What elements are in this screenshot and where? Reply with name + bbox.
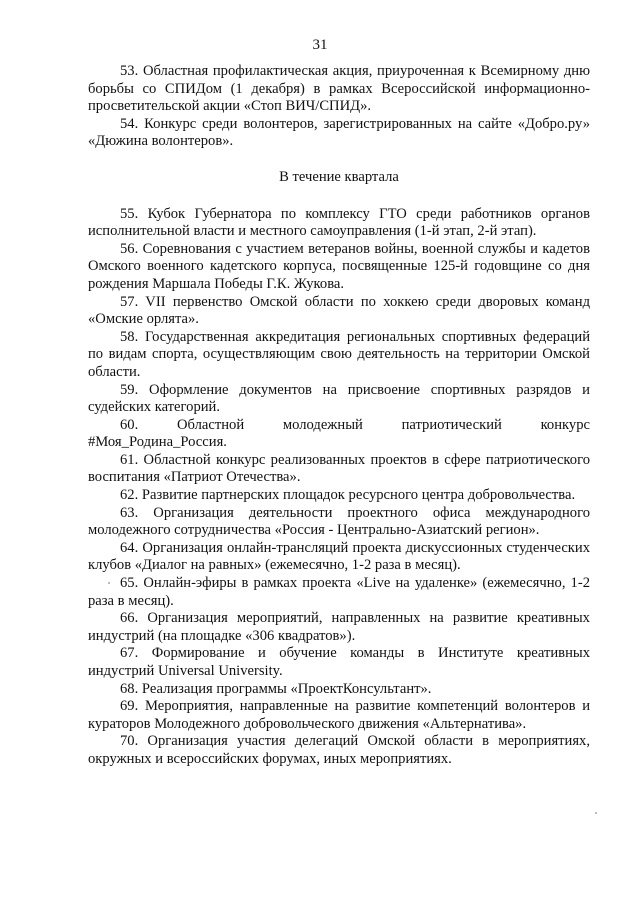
item-number: 57.	[120, 293, 139, 310]
item-text: Областной конкурс реализованных проектов в сфере патриотического воспитания «Патриот Отечества».	[88, 451, 590, 486]
item-text: Организация деятельности проектного офиса международного молодежного сотрудничества «Россия - Центрально-Азиатский регион».	[88, 504, 590, 539]
item-number: 60.	[120, 416, 139, 433]
item-text: Мероприятия, направленные на развитие компетенций волонтеров и кураторов Молодежного добровольческого движения «Альтернатива».	[88, 698, 591, 732]
item-number: 59.	[120, 381, 139, 398]
list-item-57	[88, 294, 590, 329]
item-number: 68.	[120, 680, 139, 697]
item-text: Областная профилактическая акция, приуроченная к Всемирному дню борьбы со СПИДом (1 декабря) в рамках Всероссийской информационно-просветительской акции «Стоп ВИЧ/СПИД».	[88, 63, 590, 115]
item-text: Реализация программы «ПроектКонсультант».	[141, 680, 432, 697]
item-text: Формирование и обучение команды в Институте креативных индустрий Universal University.	[88, 645, 590, 679]
scan-speck	[108, 582, 110, 584]
list-item-54	[88, 116, 590, 151]
list-item-56	[88, 241, 590, 294]
list-item-58	[88, 329, 590, 382]
list-item-62	[88, 487, 590, 505]
item-text: VII первенство Омской области по хоккею среди дворовых команд «Омские орлята».	[88, 293, 590, 328]
item-number: 64.	[120, 539, 139, 556]
list-item-55	[88, 206, 590, 241]
item-text: Организация мероприятий, направленных на развитие креативных индустрий (на площадке «306 квадратов»).	[88, 610, 590, 644]
list-item-53	[88, 63, 590, 116]
item-number: 67.	[120, 645, 139, 662]
item-number: 65.	[120, 575, 139, 592]
list-item-65	[88, 575, 590, 610]
item-text: Соревнования с участием ветеранов войны, военной службы и кадетов Омского военного кадетского корпуса, посвященные 125-й годовщине со дня рождения Маршала Победы Г.К. Жукова.	[88, 240, 590, 292]
item-number: 54.	[120, 115, 139, 132]
item-number: 66.	[120, 610, 139, 627]
list-item-68	[88, 681, 590, 699]
item-text: Онлайн-эфиры в рамках проекта «Live на удаленке» (ежемесячно, 1-2 раза в месяц).	[88, 575, 590, 609]
list-item-69	[88, 698, 590, 733]
item-text: Кубок Губернатора по комплексу ГТО среди работников органов исполнительной власти и местного самоуправления (1-й этап, 2-й этап).	[88, 205, 590, 240]
item-number: 58.	[120, 328, 139, 345]
scan-speck	[595, 812, 597, 814]
item-text: Организация онлайн-трансляций проекта дискуссионных студенческих клубов «Диалог на равных» (ежемесячно, 1-2 раза в месяц).	[88, 539, 590, 574]
list-item-66	[88, 610, 590, 645]
document-body	[88, 63, 590, 769]
item-text: Развитие партнерских площадок ресурсного центра добровольчества.	[141, 487, 576, 504]
item-text: Конкурс среди волонтеров, зарегистрированных на сайте «Добро.ру» «Дюжина волонтеров».	[88, 115, 590, 150]
section-heading: В течение квартала	[279, 168, 399, 185]
list-item-67	[88, 645, 590, 680]
item-number: 55.	[120, 205, 139, 222]
list-item-59	[88, 382, 590, 417]
page-number: 31	[312, 37, 328, 53]
list-item-61	[88, 452, 590, 487]
item-number: 61.	[120, 451, 139, 468]
list-item-70	[88, 733, 590, 768]
item-number: 70.	[120, 733, 139, 750]
list-item-63	[88, 505, 590, 540]
item-number: 62.	[120, 487, 139, 504]
item-number: 53.	[120, 63, 139, 79]
item-number: 63.	[120, 504, 139, 521]
item-number: 69.	[120, 698, 139, 715]
item-number: 56.	[120, 240, 139, 257]
list-item-64	[88, 540, 590, 575]
item-text: Областной молодежный патриотический конкурс #Моя_Родина_Россия.	[88, 416, 590, 451]
list-item-60	[88, 417, 590, 452]
item-text: Государственная аккредитация региональных спортивных федераций по видам спорта, осуществляющим свою деятельность на территории Омской области.	[88, 328, 591, 380]
item-text: Оформление документов на присвоение спортивных разрядов и судейских категорий.	[88, 381, 590, 416]
item-text: Организация участия делегаций Омской области в мероприятиях, окружных и всероссийских форумах, иных мероприятиях.	[88, 733, 590, 767]
